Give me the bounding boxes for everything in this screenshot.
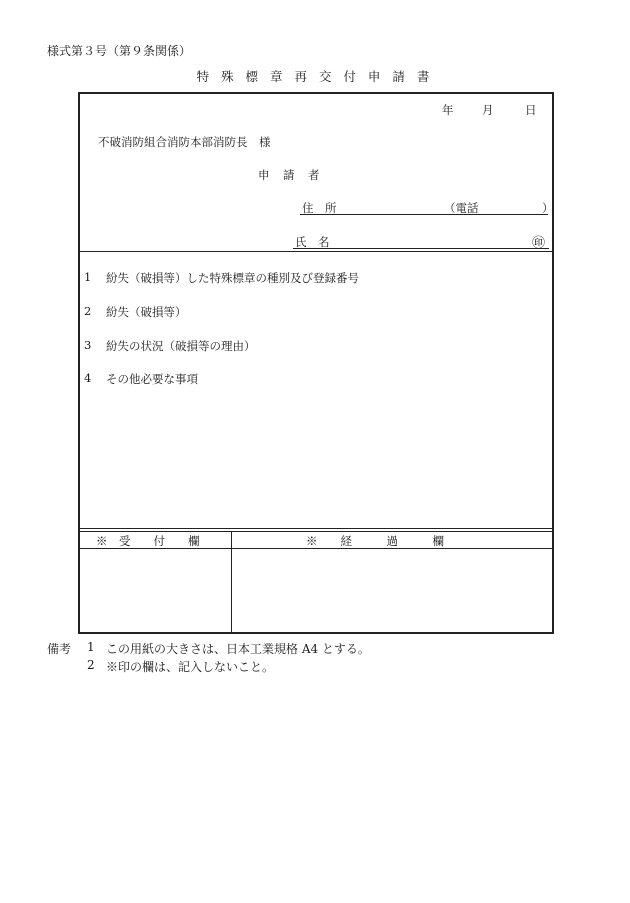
item-3-number: 3 <box>84 338 92 352</box>
date-month-label: 月 <box>482 103 494 117</box>
item-4-number: 4 <box>84 371 92 385</box>
footer-column-divider <box>231 531 232 632</box>
date-year-label: 年 <box>442 103 454 117</box>
name-underline <box>293 248 549 249</box>
name-label: 氏 名 <box>295 235 330 249</box>
item-4-label: その他必要な事項 <box>106 372 198 386</box>
notes-label: 備考 <box>47 642 72 656</box>
note-2-text: ※印の欄は、記入しないこと。 <box>106 660 275 674</box>
date-day-label: 日 <box>525 103 537 117</box>
applicant-label: 申 請 者 <box>258 168 321 182</box>
item-3-label: 紛失の状況（破損等の理由） <box>106 339 256 353</box>
reception-column-header: ※ 受 付 欄 <box>96 534 200 548</box>
footer-double-line-bottom <box>80 531 552 532</box>
address-label: 住 所 <box>302 201 337 215</box>
address-underline <box>300 214 548 215</box>
seal-mark: ㊞ <box>532 236 546 251</box>
note-2-number: 2 <box>87 658 95 672</box>
note-1-text: この用紙の大きさは、日本工業規格 A4 とする。 <box>106 642 370 656</box>
phone-close: ） <box>542 201 554 215</box>
phone-label: （電話 <box>444 201 479 215</box>
form-title: 特 殊 標 章 再 交 付 申 請 書 <box>196 69 434 84</box>
footer-double-line-top <box>80 528 552 529</box>
progress-column-header: ※ 経 過 欄 <box>306 534 444 548</box>
note-1-number: 1 <box>87 640 95 654</box>
form-number: 様式第３号（第９条関係） <box>47 44 192 58</box>
item-2-number: 2 <box>84 304 92 318</box>
item-1-number: 1 <box>84 270 92 284</box>
addressee: 不破消防組合消防本部消防長 様 <box>98 135 271 149</box>
section-divider <box>80 251 552 252</box>
item-1-label: 紛失（破損等）した特殊標章の種別及び登録番号 <box>106 271 359 285</box>
application-form-box <box>78 92 554 634</box>
item-2-label: 紛失（破損等） <box>106 305 187 319</box>
